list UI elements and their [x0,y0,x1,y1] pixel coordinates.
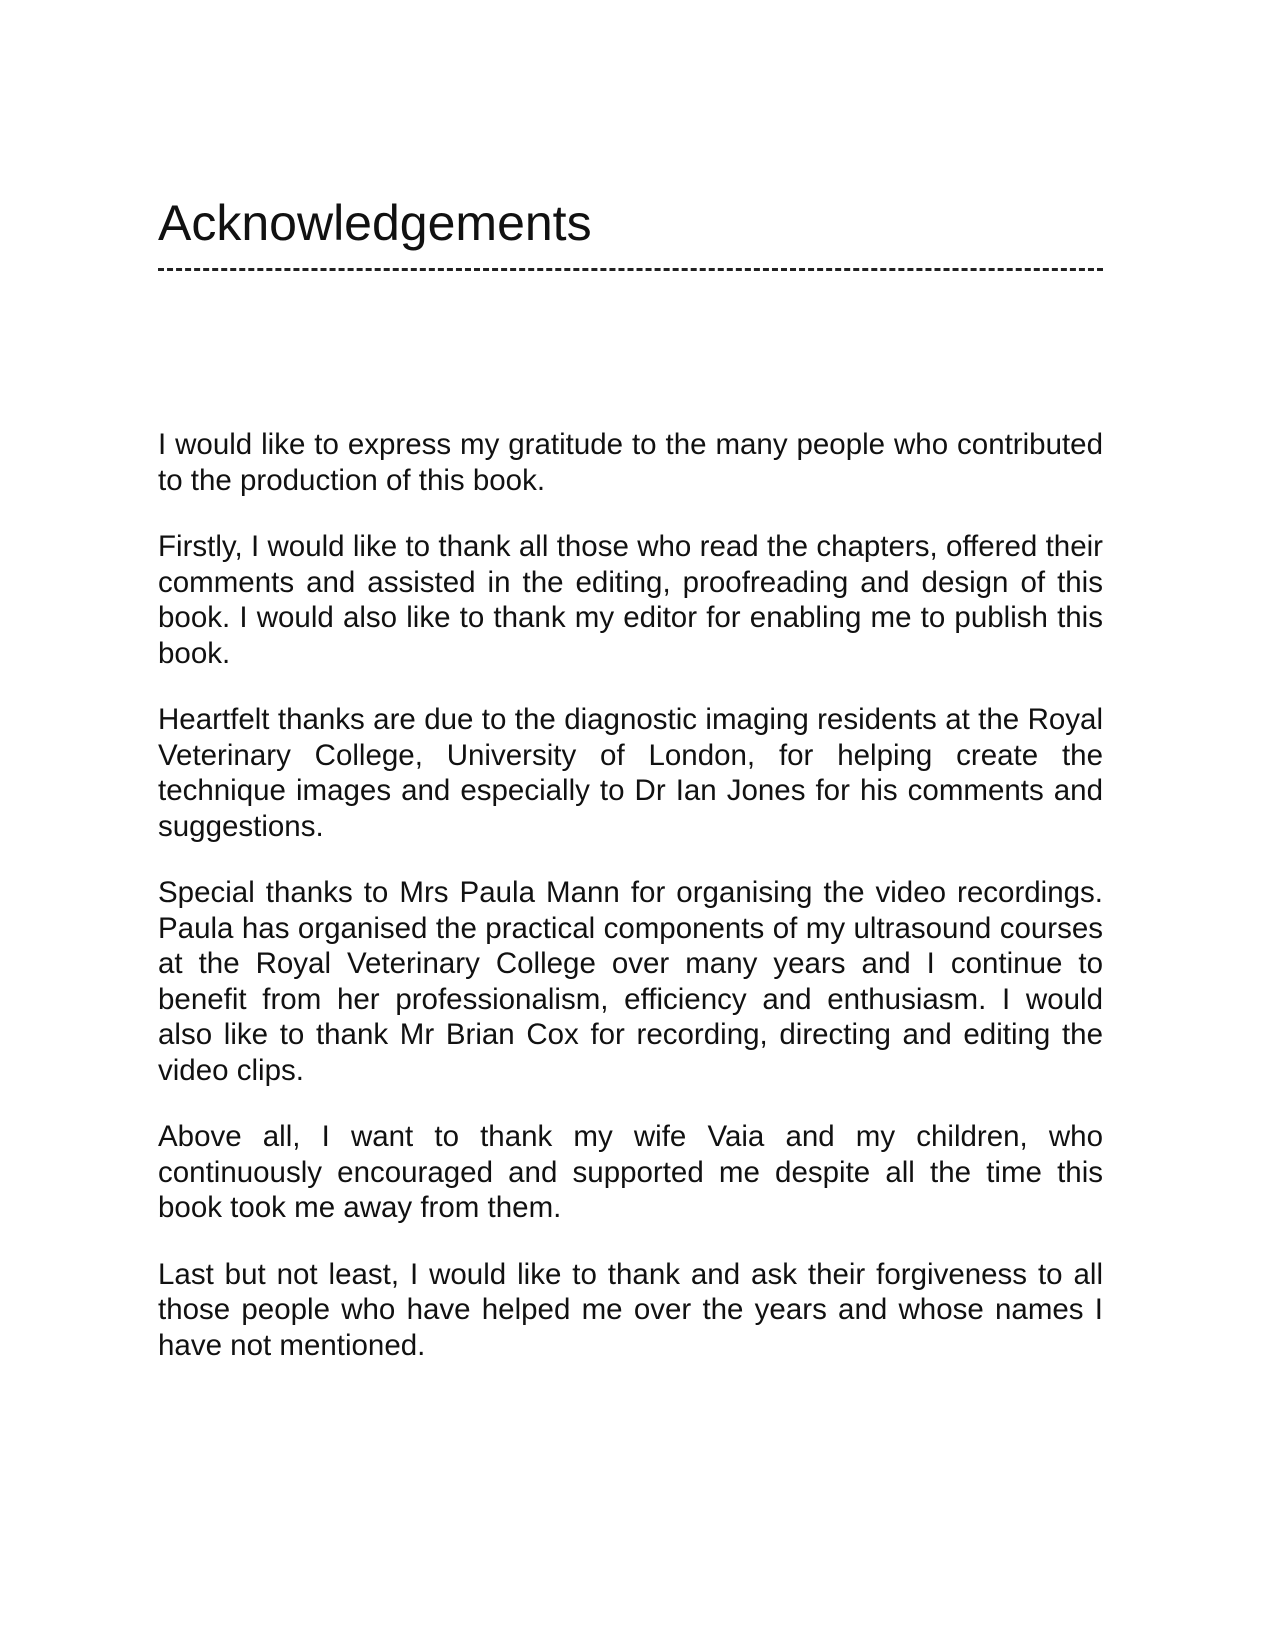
paragraph: Special thanks to Mrs Paula Mann for organising the video recordings. Paula has organised the practical components of my ultrasound courses at the Royal Veterinary College over many years and I continue to benefit from her professionalism, efficiency and enthusiasm. I would also like to thank Mr Brian Cox for recording, directing and editing the video clips. [158,876,1103,1087]
paragraph: Heartfelt thanks are due to the diagnostic imaging residents at the Royal Veterinary College, University of London, for helping create the technique images and especially to Dr Ian Jones for his comments and suggestions. [158,703,1103,843]
paragraph: I would like to express my gratitude to the many people who contributed to the production of this book. [158,428,1103,497]
dashed-divider [158,268,1103,271]
acknowledgements-body [158,427,1103,1394]
paragraph: Firstly, I would like to thank all those who read the chapters, offered their comments and assisted in the editing, proofreading and design of this book. I would also like to thank my editor for enabling me to publish this book. [158,530,1103,670]
paragraph: Last but not least, I would like to thank and ask their forgiveness to all those people who have helped me over the years and whose names I have not mentioned. [158,1257,1103,1362]
document-page [158,0,1103,1650]
page-title: Acknowledgements [158,195,592,251]
paragraph: Above all, I want to thank my wife Vaia and my children, who continuously encouraged and supported me despite all the time this book took me away from them. [158,1120,1103,1224]
